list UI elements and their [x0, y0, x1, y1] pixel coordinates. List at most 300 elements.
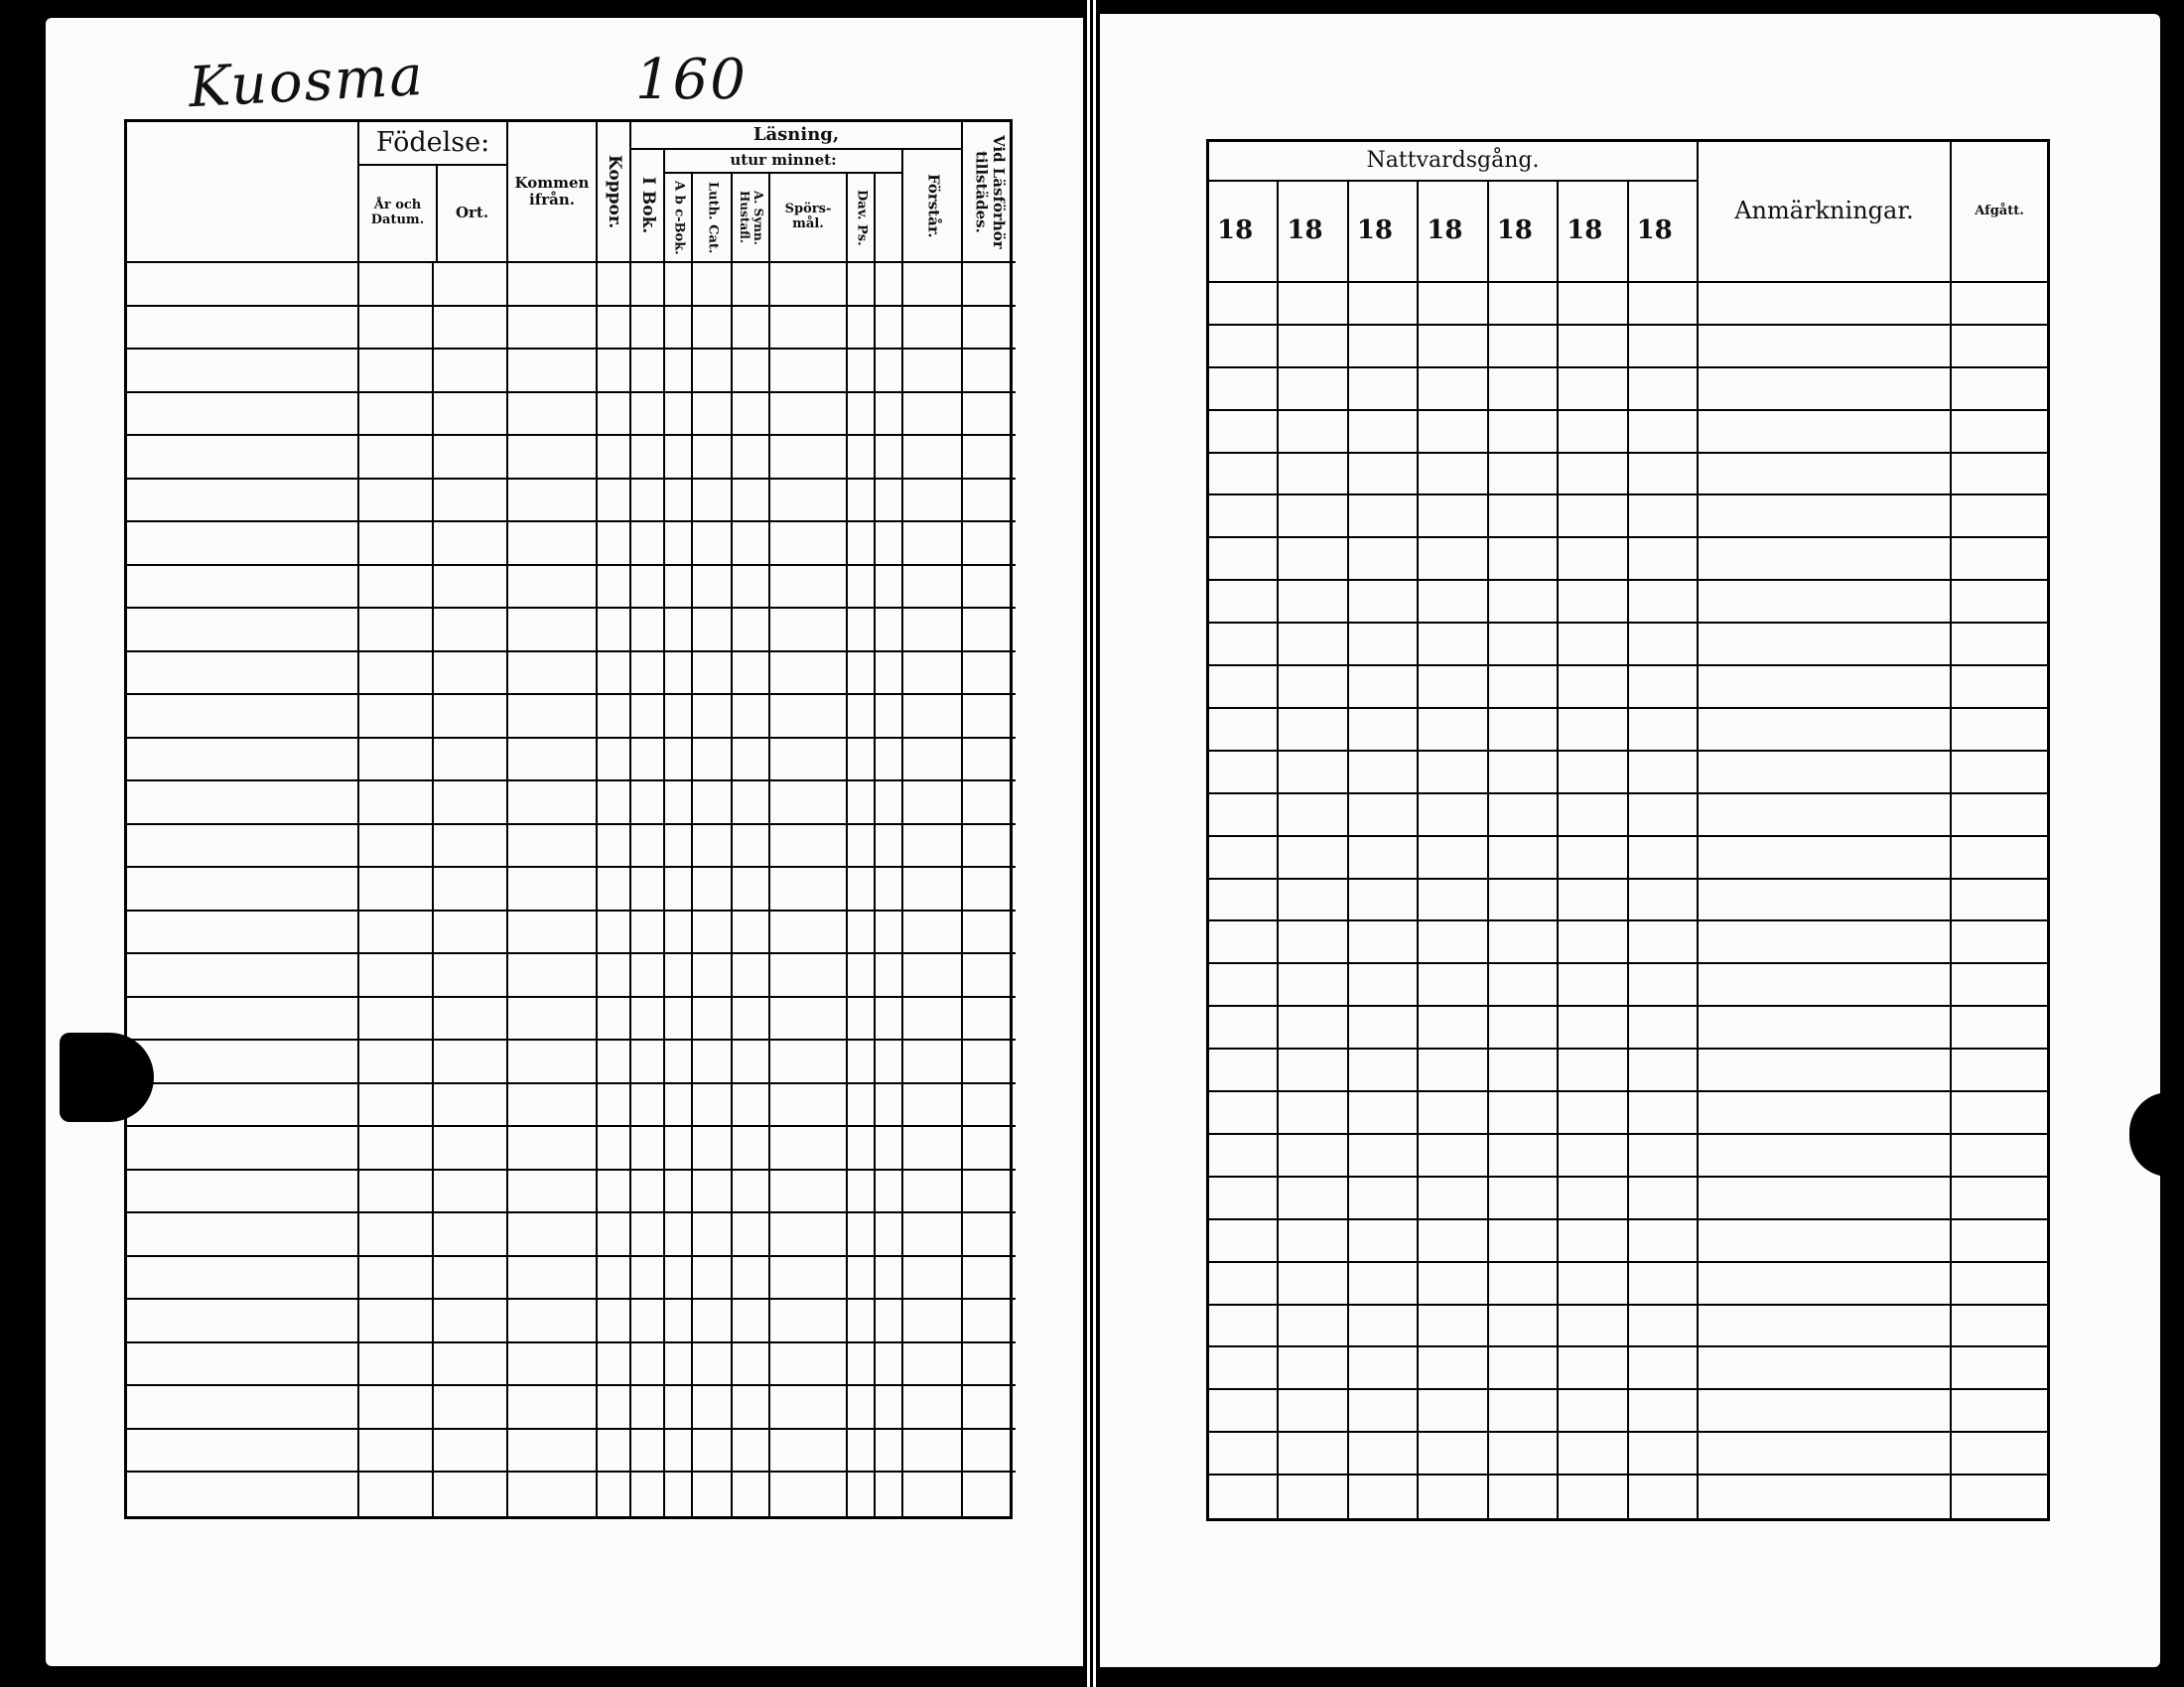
- table-cell: [1489, 1476, 1559, 1518]
- table-cell: [434, 825, 508, 869]
- table-cell: [1279, 624, 1348, 666]
- table-cell: [1629, 581, 1699, 624]
- table-cell: [359, 436, 434, 480]
- table-cell: [1419, 368, 1488, 411]
- table-cell: [1699, 666, 1952, 709]
- table-cell: [1349, 495, 1419, 538]
- table-cell: [1349, 283, 1419, 326]
- table-cell: [598, 739, 631, 782]
- table-cell: [693, 825, 733, 869]
- table-cell: [903, 1386, 963, 1430]
- table-cell: [434, 522, 508, 566]
- table-cell: [1419, 964, 1488, 1007]
- table-cell: [848, 868, 876, 912]
- table-cell: [733, 1127, 770, 1171]
- table-cell: [693, 393, 733, 437]
- table-cell: [127, 1430, 359, 1474]
- table-cell: [1629, 1390, 1699, 1433]
- table-cell: [434, 1084, 508, 1128]
- table-cell: [1629, 1476, 1699, 1518]
- abc-bok-label: A b c-Bok.: [671, 180, 687, 255]
- table-cell: [434, 1171, 508, 1214]
- table-cell: [1629, 1306, 1699, 1348]
- left-register-table: [124, 119, 1013, 1519]
- table-cell: [631, 263, 665, 307]
- table-cell: [1629, 1347, 1699, 1390]
- table-cell: [1279, 1092, 1348, 1135]
- table-cell: [665, 652, 693, 696]
- table-cell: [665, 307, 693, 351]
- table-cell: [903, 609, 963, 652]
- table-cell: [963, 1171, 1016, 1214]
- handwritten-page-number: 160: [635, 48, 748, 112]
- table-cell: [127, 350, 359, 393]
- table-cell: [1699, 1476, 1952, 1518]
- table-cell: [1489, 921, 1559, 964]
- table-cell: [693, 1300, 733, 1343]
- table-cell: [359, 652, 434, 696]
- table-cell: [359, 825, 434, 869]
- table-cell: [359, 393, 434, 437]
- table-cell: [848, 1386, 876, 1430]
- table-cell: [1489, 1433, 1559, 1476]
- table-cell: [1419, 1306, 1488, 1348]
- table-cell: [127, 695, 359, 739]
- table-cell: [508, 998, 598, 1042]
- table-cell: [1629, 794, 1699, 837]
- table-cell: [1559, 1178, 1628, 1220]
- table-cell: [1419, 283, 1488, 326]
- table-cell: [359, 1127, 434, 1171]
- year-6-header: 18: [1559, 182, 1628, 283]
- table-cell: [963, 1386, 1016, 1430]
- table-cell: [1629, 1220, 1699, 1263]
- table-cell: [1559, 1220, 1628, 1263]
- table-cell: [733, 307, 770, 351]
- table-cell: [903, 912, 963, 955]
- table-cell: [1489, 1092, 1559, 1135]
- table-cell: [665, 912, 693, 955]
- table-cell: [1559, 1306, 1628, 1348]
- table-cell: [508, 1213, 598, 1257]
- table-cell: [1559, 1347, 1628, 1390]
- table-cell: [359, 1473, 434, 1516]
- table-cell: [1489, 964, 1559, 1007]
- table-cell: [1349, 666, 1419, 709]
- table-cell: [665, 1084, 693, 1128]
- table-cell: [963, 825, 1016, 869]
- table-cell: [1559, 666, 1628, 709]
- table-cell: [903, 566, 963, 610]
- table-cell: [598, 1300, 631, 1343]
- table-cell: [1419, 1050, 1488, 1092]
- table-cell: [876, 1386, 903, 1430]
- table-cell: [1489, 454, 1559, 496]
- ort-label: Ort.: [455, 204, 489, 222]
- afgatt-header: Afgått.: [1952, 142, 2047, 283]
- table-cell: [631, 912, 665, 955]
- table-cell: [1209, 283, 1279, 326]
- anmarkningar-header: Anmärkningar.: [1699, 142, 1952, 283]
- table-cell: [1419, 837, 1488, 880]
- table-cell: [631, 825, 665, 869]
- table-cell: [733, 1257, 770, 1301]
- table-cell: [1629, 1050, 1699, 1092]
- table-cell: [1629, 1433, 1699, 1476]
- table-cell: [770, 998, 848, 1042]
- table-cell: [359, 1257, 434, 1301]
- table-cell: [631, 1084, 665, 1128]
- table-cell: [598, 825, 631, 869]
- table-cell: [848, 695, 876, 739]
- table-cell: [876, 522, 903, 566]
- table-cell: [508, 522, 598, 566]
- table-cell: [876, 912, 903, 955]
- table-cell: [733, 1430, 770, 1474]
- table-cell: [1279, 1135, 1348, 1178]
- table-cell: [693, 307, 733, 351]
- table-cell: [1952, 326, 2047, 368]
- table-cell: [1489, 283, 1559, 326]
- table-cell: [598, 609, 631, 652]
- table-cell: [1699, 495, 1952, 538]
- table-cell: [1559, 326, 1628, 368]
- table-cell: [598, 1041, 631, 1084]
- table-cell: [127, 652, 359, 696]
- table-cell: [1699, 1390, 1952, 1433]
- table-cell: [631, 1041, 665, 1084]
- sporsmal-label: Spörs-mål.: [770, 174, 848, 261]
- table-cell: [770, 609, 848, 652]
- table-cell: [127, 1041, 359, 1084]
- table-cell: [359, 307, 434, 351]
- table-cell: [1952, 1263, 2047, 1306]
- table-cell: [733, 1300, 770, 1343]
- table-cell: [359, 954, 434, 998]
- table-cell: [1279, 964, 1348, 1007]
- table-cell: [508, 263, 598, 307]
- table-cell: [598, 1386, 631, 1430]
- table-cell: [848, 566, 876, 610]
- table-cell: [1209, 709, 1279, 752]
- table-cell: [1279, 1347, 1348, 1390]
- table-cell: [1952, 1050, 2047, 1092]
- koppor-label: Koppor.: [604, 154, 624, 229]
- table-cell: [876, 954, 903, 998]
- table-cell: [665, 1386, 693, 1430]
- table-cell: [665, 998, 693, 1042]
- table-cell: [665, 436, 693, 480]
- table-cell: [359, 480, 434, 523]
- table-cell: [1489, 752, 1559, 794]
- table-cell: [733, 781, 770, 825]
- table-cell: [848, 1041, 876, 1084]
- table-cell: [693, 781, 733, 825]
- table-cell: [1209, 1390, 1279, 1433]
- table-cell: [127, 954, 359, 998]
- table-cell: [434, 781, 508, 825]
- table-cell: [434, 739, 508, 782]
- table-cell: [963, 1473, 1016, 1516]
- table-cell: [770, 1257, 848, 1301]
- table-cell: [665, 1430, 693, 1474]
- table-cell: [733, 998, 770, 1042]
- table-cell: [1629, 1092, 1699, 1135]
- table-cell: [434, 1473, 508, 1516]
- table-cell: [1209, 837, 1279, 880]
- right-register-table: [1206, 139, 2050, 1521]
- table-cell: [876, 566, 903, 610]
- table-cell: [1952, 1092, 2047, 1135]
- table-cell: [1629, 666, 1699, 709]
- table-cell: [1559, 1433, 1628, 1476]
- table-cell: [1349, 1306, 1419, 1348]
- table-cell: [631, 566, 665, 610]
- table-cell: [1419, 794, 1488, 837]
- table-cell: [1349, 1135, 1419, 1178]
- table-cell: [693, 1171, 733, 1214]
- table-cell: [963, 781, 1016, 825]
- table-cell: [876, 1430, 903, 1474]
- table-cell: [693, 1473, 733, 1516]
- table-cell: [665, 739, 693, 782]
- table-cell: [1629, 1263, 1699, 1306]
- table-cell: [434, 1257, 508, 1301]
- table-cell: [631, 436, 665, 480]
- table-cell: [508, 954, 598, 998]
- table-cell: [1489, 581, 1559, 624]
- table-cell: [1699, 1092, 1952, 1135]
- table-cell: [693, 739, 733, 782]
- table-cell: [434, 566, 508, 610]
- table-cell: [665, 1473, 693, 1516]
- table-cell: [1349, 1390, 1419, 1433]
- table-cell: [1489, 1007, 1559, 1050]
- table-cell: [963, 739, 1016, 782]
- table-cell: [434, 1041, 508, 1084]
- table-cell: [1419, 1135, 1488, 1178]
- table-cell: [1699, 1433, 1952, 1476]
- table-cell: [693, 1084, 733, 1128]
- table-cell: [631, 781, 665, 825]
- table-cell: [693, 868, 733, 912]
- table-cell: [434, 1300, 508, 1343]
- table-cell: [1559, 1092, 1628, 1135]
- table-cell: [963, 1041, 1016, 1084]
- table-cell: [665, 781, 693, 825]
- table-cell: [359, 1430, 434, 1474]
- table-cell: [770, 825, 848, 869]
- table-cell: [598, 307, 631, 351]
- table-cell: [1349, 368, 1419, 411]
- table-cell: [693, 522, 733, 566]
- table-cell: [1559, 1476, 1628, 1518]
- table-cell: [665, 1127, 693, 1171]
- table-cell: [1699, 1306, 1952, 1348]
- koppor-header: [598, 122, 631, 263]
- table-cell: [770, 522, 848, 566]
- table-cell: [1559, 709, 1628, 752]
- lasning-header: [631, 122, 963, 263]
- table-cell: [693, 436, 733, 480]
- table-cell: [631, 307, 665, 351]
- table-cell: [1349, 1476, 1419, 1518]
- table-cell: [770, 1213, 848, 1257]
- table-cell: [1349, 1007, 1419, 1050]
- table-cell: [508, 1257, 598, 1301]
- table-cell: [631, 393, 665, 437]
- table-cell: [1699, 581, 1952, 624]
- table-cell: [1209, 1306, 1279, 1348]
- table-cell: [903, 1473, 963, 1516]
- table-cell: [733, 695, 770, 739]
- table-cell: [876, 393, 903, 437]
- table-cell: [359, 998, 434, 1042]
- table-cell: [665, 566, 693, 610]
- table-cell: [359, 263, 434, 307]
- table-cell: [1209, 880, 1279, 922]
- table-cell: [1559, 1007, 1628, 1050]
- table-cell: [733, 350, 770, 393]
- table-cell: [508, 1171, 598, 1214]
- table-cell: [903, 263, 963, 307]
- table-cell: [127, 393, 359, 437]
- table-cell: [903, 1213, 963, 1257]
- table-cell: [598, 1084, 631, 1128]
- table-cell: [848, 393, 876, 437]
- table-cell: [848, 1300, 876, 1343]
- table-cell: [963, 1300, 1016, 1343]
- table-cell: [903, 1343, 963, 1387]
- table-cell: [770, 307, 848, 351]
- table-cell: [876, 1041, 903, 1084]
- table-cell: [1699, 1263, 1952, 1306]
- table-cell: [434, 1386, 508, 1430]
- table-cell: [963, 566, 1016, 610]
- table-cell: [848, 912, 876, 955]
- table-cell: [127, 1171, 359, 1214]
- a-synn-hustafl-label: A. Synn. Hustafl.: [738, 190, 765, 245]
- table-cell: [963, 393, 1016, 437]
- table-cell: [1279, 538, 1348, 581]
- table-cell: [770, 480, 848, 523]
- table-cell: [848, 1257, 876, 1301]
- table-cell: [963, 695, 1016, 739]
- table-cell: [1419, 581, 1488, 624]
- table-cell: [508, 1430, 598, 1474]
- table-cell: [434, 1343, 508, 1387]
- table-cell: [598, 954, 631, 998]
- table-cell: [1952, 1220, 2047, 1263]
- table-cell: [434, 1430, 508, 1474]
- table-cell: [848, 1127, 876, 1171]
- table-cell: [963, 609, 1016, 652]
- book-gutter: [1083, 0, 1100, 1687]
- table-cell: [631, 1430, 665, 1474]
- table-cell: [434, 350, 508, 393]
- table-cell: [1489, 1263, 1559, 1306]
- table-cell: [1209, 1347, 1279, 1390]
- vid-lasforhor-header: [963, 122, 1016, 263]
- table-cell: [127, 1213, 359, 1257]
- table-cell: [733, 739, 770, 782]
- table-cell: [665, 263, 693, 307]
- table-cell: [1952, 1135, 2047, 1178]
- table-cell: [1489, 1220, 1559, 1263]
- table-cell: [434, 609, 508, 652]
- table-cell: [598, 652, 631, 696]
- table-cell: [631, 695, 665, 739]
- table-cell: [1952, 752, 2047, 794]
- table-cell: [903, 1300, 963, 1343]
- table-cell: [693, 1343, 733, 1387]
- table-cell: [1629, 283, 1699, 326]
- table-cell: [1952, 880, 2047, 922]
- table-cell: [598, 480, 631, 523]
- table-cell: [903, 652, 963, 696]
- table-cell: [508, 350, 598, 393]
- table-cell: [903, 998, 963, 1042]
- table-cell: [1349, 624, 1419, 666]
- table-cell: [1209, 794, 1279, 837]
- table-cell: [848, 998, 876, 1042]
- table-cell: [770, 1386, 848, 1430]
- table-cell: [1279, 1178, 1348, 1220]
- table-cell: [1489, 709, 1559, 752]
- table-cell: [434, 695, 508, 739]
- table-cell: [1209, 1135, 1279, 1178]
- table-cell: [127, 998, 359, 1042]
- table-cell: [127, 566, 359, 610]
- table-cell: [1629, 752, 1699, 794]
- table-cell: [693, 480, 733, 523]
- table-cell: [1279, 921, 1348, 964]
- table-cell: [631, 480, 665, 523]
- table-cell: [598, 1127, 631, 1171]
- year-3-header: 18: [1349, 182, 1419, 283]
- year-4-header: 18: [1419, 182, 1488, 283]
- table-cell: [1419, 411, 1488, 454]
- table-cell: [665, 1213, 693, 1257]
- table-cell: [693, 695, 733, 739]
- table-cell: [1952, 368, 2047, 411]
- table-cell: [1279, 411, 1348, 454]
- table-cell: [1349, 921, 1419, 964]
- table-cell: [770, 954, 848, 998]
- table-cell: [848, 609, 876, 652]
- table-cell: [1629, 709, 1699, 752]
- table-cell: [1629, 921, 1699, 964]
- table-cell: [598, 1213, 631, 1257]
- table-cell: [876, 695, 903, 739]
- table-cell: [508, 1041, 598, 1084]
- table-cell: [127, 609, 359, 652]
- table-cell: [1419, 495, 1488, 538]
- table-cell: [1699, 1135, 1952, 1178]
- table-cell: [770, 1084, 848, 1128]
- table-cell: [876, 436, 903, 480]
- table-cell: [631, 1171, 665, 1214]
- table-cell: [434, 393, 508, 437]
- table-cell: [1349, 581, 1419, 624]
- table-cell: [1629, 964, 1699, 1007]
- table-cell: [1629, 1135, 1699, 1178]
- table-cell: [770, 350, 848, 393]
- table-cell: [848, 652, 876, 696]
- table-cell: [1489, 411, 1559, 454]
- table-cell: [1279, 1306, 1348, 1348]
- table-cell: [1419, 666, 1488, 709]
